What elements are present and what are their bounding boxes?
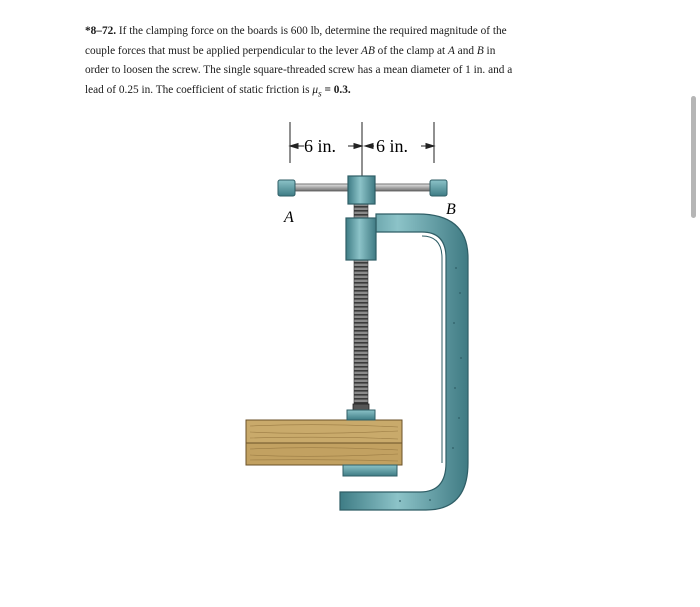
problem-line-4	[85, 81, 555, 105]
problem-text-2d: in	[483, 44, 496, 57]
problem-text-2c: and	[454, 44, 477, 57]
problem-number: *8–72.	[85, 25, 117, 37]
point-b-ref: B	[476, 44, 484, 57]
label-a: A	[284, 209, 294, 226]
lever-ab	[278, 176, 447, 204]
problem-line-3: order to loosen the screw. The single square-threaded screw has a mean diameter of 1 in. and a	[85, 64, 513, 76]
problem-line-1	[85, 22, 555, 42]
problem-statement	[85, 22, 555, 104]
friction-value: = 0.3.	[321, 83, 351, 96]
problem-text-2a: couple forces that must be applied perpendicular to the lever	[85, 44, 362, 57]
mu-symbol: μ	[312, 83, 319, 96]
point-a-ref: A	[447, 44, 455, 57]
clamp-figure	[240, 118, 480, 518]
problem-text-2b: of the clamp at	[374, 44, 448, 57]
lever-ab-ref: AB	[361, 44, 375, 57]
problem-text-4a: lead of 0.25 in. The coefficient of static friction is	[85, 83, 313, 96]
label-b: B	[446, 201, 456, 218]
clamp-pad	[343, 465, 397, 476]
problem-text-1: If the clamping force on the boards is 600 lb, determine the required magnitude of the	[116, 25, 507, 37]
problem-line-2	[85, 42, 555, 62]
dimension-right-label: 6 in.	[376, 136, 409, 156]
mu-subscript: s	[318, 88, 322, 99]
scrollbar-thumb[interactable]	[691, 96, 696, 218]
dimension-left-label: 6 in.	[304, 136, 337, 156]
clamp-nut	[346, 218, 376, 260]
boards	[246, 420, 402, 465]
